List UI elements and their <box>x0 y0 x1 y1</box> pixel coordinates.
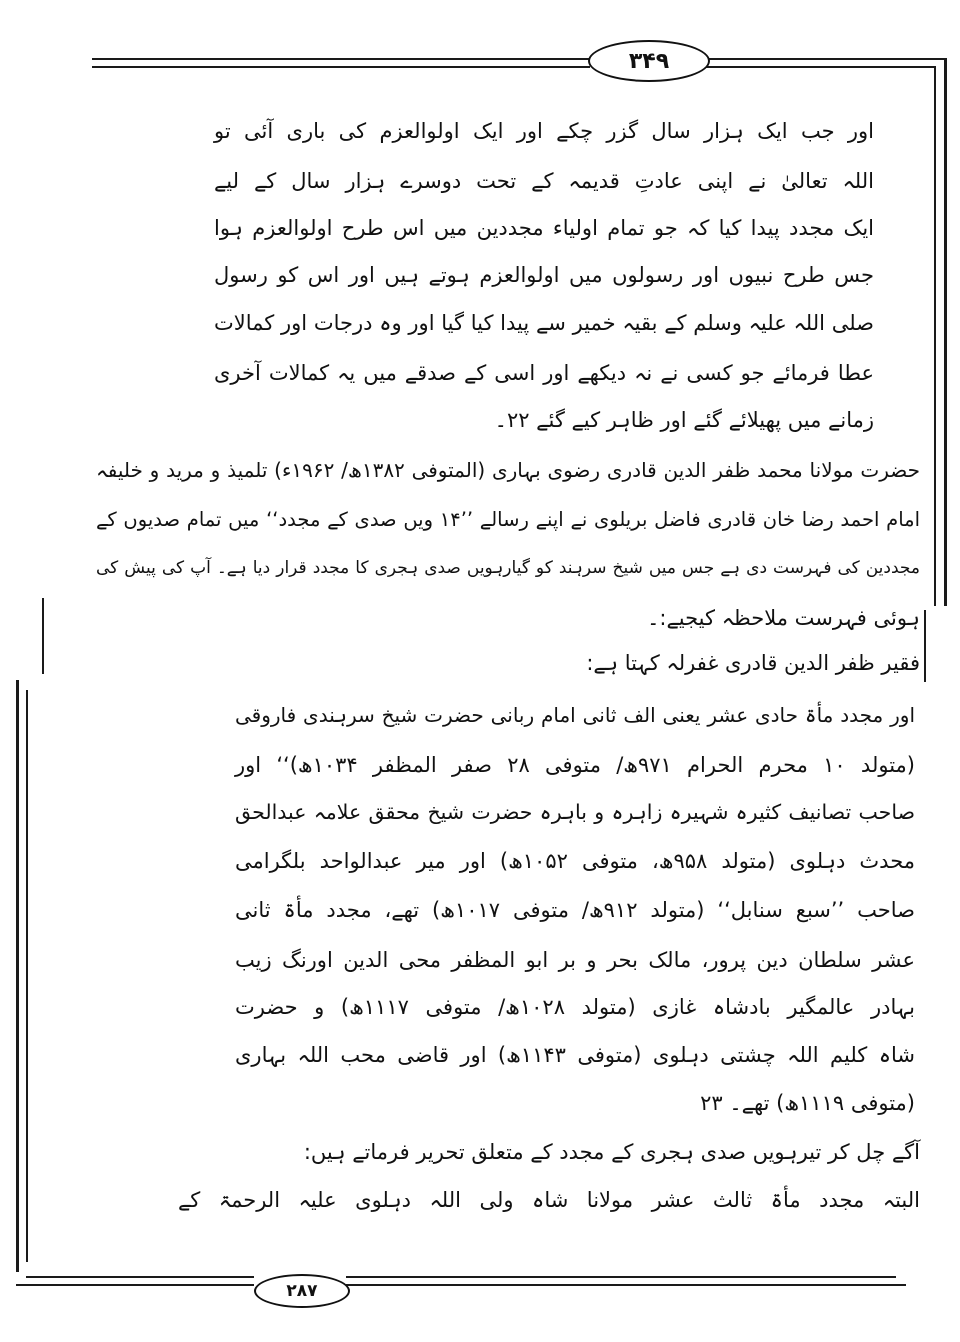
page-number-bottom: ۲۸۷ <box>254 1274 350 1308</box>
intro-line: صلی اللہ علیہ وسلم کے بقیہ خمیر سے پیدا کیا گیا اور وہ درجات اور کمالات <box>214 311 874 335</box>
quote-line: (متولد ۱۰ محرم الحرام ۹۷۱ھ/ متوفی ۲۸ صفر المظفر ۱۰۳۴ھ)‘‘ اور <box>235 753 915 777</box>
bottom-rule-left-inner <box>26 1276 254 1278</box>
bottom-rule-right-inner <box>346 1276 896 1278</box>
quote-line: (متوفی ۱۱۱۹ھ) تھے۔ ۲۳ <box>700 1091 915 1115</box>
quote-line: شاہ کلیم اللہ چشتی دہلوی (متوفی ۱۱۴۳ھ) اور قاضی محب اللہ بہاری <box>235 1043 915 1067</box>
right-border-inner <box>934 66 936 606</box>
right-border-outer <box>944 58 947 606</box>
intro-line: جس طرح نبیوں اور رسولوں میں اولوالعزم ہوتے ہیں اور اس کو رسول <box>214 263 874 287</box>
left-border-lower-outer <box>16 680 19 1272</box>
right-border-lower <box>924 610 926 682</box>
quote-line: اور مجدد مأۃ حادی عشر یعنی الف ثانی امام ربانی حضرت شیخ سرہندی فاروقی <box>235 703 915 727</box>
left-border-lower-inner <box>26 690 28 1262</box>
intro-line: ایک مجدد پیدا کیا کہ جو تمام اولیاء مجددین میں اس طرح اولوالعزم ہوا <box>214 216 874 240</box>
top-rule-right-inner <box>704 66 936 68</box>
intro-line: زمانے میں پھیلائے گئے اور ظاہر کیے گئے ۲۲۔ <box>494 408 874 432</box>
top-rule-outer <box>92 58 590 60</box>
quote-line: صاحب تصانیف کثیرہ شہیرہ زاہرہ و باہرہ حضرت شیخ محقق علامہ عبدالحق <box>235 800 915 824</box>
quote-line: محدث دہلوی (متولد ۹۵۸ھ، متوفی ۱۰۵۲ھ) اور میر عبدالواحد بلگرامی <box>235 849 915 873</box>
top-rule-right-outer <box>704 58 946 60</box>
intro-line: عطا فرمائے جو کسی نے نہ دیکھے اور اسی کے صدقے میں یہ کمالات آخری <box>214 361 874 385</box>
body-line: البتہ مجدد مأۃ ثالث عشر مولانا شاہ ولی اللہ دہلوی علیہ الرحمۃ کے <box>178 1188 920 1212</box>
bottom-rule-right <box>346 1284 906 1286</box>
quote-line: بہادر عالمگیر بادشاہ غازی (متولد ۱۰۲۸ھ/ متوفی ۱۱۱۷ھ) و حضرت <box>235 995 915 1019</box>
left-border-middle <box>42 598 44 674</box>
bottom-rule-left <box>16 1284 254 1286</box>
intro-line: اور جب ایک ہزار سال گزر چکے اور ایک اولوالعزم کی باری آئی تو <box>214 119 874 143</box>
body-line: فقیر ظفر الدین قادری غفرلہ کہتا ہے: <box>586 651 920 675</box>
intro-line: اللہ تعالیٰ نے اپنی عادتِ قدیمہ کے تحت دوسرے ہزار سال کے لیے <box>214 169 874 193</box>
quote-line: عشر سلطان دین پرور، مالک بحر و بر ابو المظفر محی الدین اورنگ زیب <box>235 948 915 972</box>
top-rule-inner <box>92 66 590 68</box>
page-number-top: ۳۴۹ <box>588 40 710 82</box>
body-line: مجددین کی فہرست دی ہے جس میں شیخ سرہند کو گیارہویں صدی ہجری کا مجدد قرار دیا ہے۔ آپ کی پیش کی <box>96 558 920 578</box>
body-line: امام احمد رضا خان قادری فاضل بریلوی نے اپنے رسالے ’’۱۴ ویں صدی کے مجدد‘‘ میں تمام صدیوں کے <box>96 508 921 531</box>
body-line: ہوئی فہرست ملاحظہ کیجیے:۔ <box>647 606 920 630</box>
body-line: آگے چل کر تیرہویں صدی ہجری کے مجدد کے متعلق تحریر فرماتے ہیں: <box>303 1140 920 1164</box>
body-line: حضرت مولانا محمد ظفر الدین قادری رضوی بہاری (المتوفی ۱۳۸۲ھ/ ۱۹۶۲ء) تلمیذ و مرید و خلیفہ <box>96 458 920 482</box>
quote-line: صاحب ’’سبع سنابل‘‘ (متولد ۹۱۲ھ/ متوفی ۱۰۱۷ھ) تھے، مجدد مأۃ ثانی <box>235 898 915 922</box>
